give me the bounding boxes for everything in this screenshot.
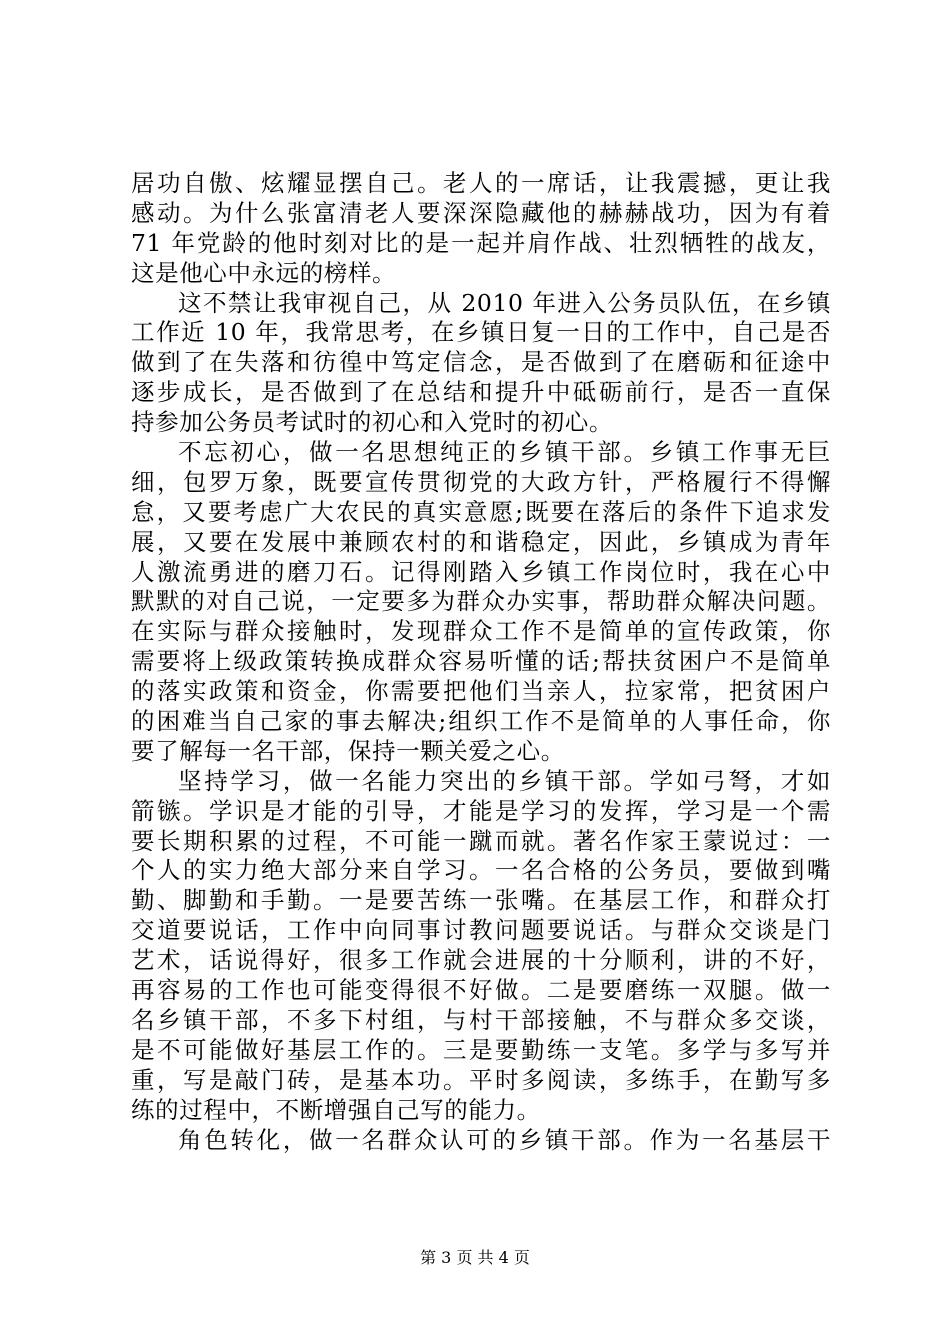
text-line: 再容易的工作也可能变得很不好做。二是要磨练一双腿。做一 — [131, 976, 831, 1005]
text-line: 人激流勇进的磨刀石。记得刚踏入乡镇工作岗位时，我在心中 — [131, 557, 831, 586]
text-line: 是不可能做好基层工作的。三是要勤练一支笔。多学与多写并 — [131, 1035, 831, 1064]
text-line: 重，写是敲门砖，是基本功。平时多阅读，多练手，在勤写多 — [131, 1065, 831, 1094]
text-line: 在实际与群众接触时，发现群众工作不是简单的宣传政策，你 — [131, 617, 831, 646]
text-line: 需要将上级政策转换成群众容易听懂的话;帮扶贫困户不是简单 — [131, 647, 831, 676]
text-line: 细，包罗万象，既要宣传贯彻党的大政方针，严格履行不得懈 — [131, 467, 831, 496]
paragraph-start-line: 坚持学习，做一名能力突出的乡镇干部。学如弓弩，才如 — [178, 766, 831, 795]
text-line: 个人的实力绝大部分来自学习。一名合格的公务员，要做到嘴 — [131, 856, 831, 885]
document-body — [131, 169, 831, 1155]
text-line: 艺术，话说得好，很多工作就会进展的十分顺利，讲的不好， — [131, 946, 831, 975]
text-line: 默默的对自己说，一定要多为群众办实事，帮助群众解决问题。 — [131, 587, 831, 616]
text-line: 做到了在失落和彷徨中笃定信念，是否做到了在磨砺和征途中 — [131, 348, 831, 377]
text-line: 这是他心中永远的榜样。 — [131, 258, 397, 287]
text-line: 的落实政策和资金，你需要把他们当亲人，拉家常，把贫困户 — [131, 677, 831, 706]
text-line: 交道要说话，工作中向同事讨教问题要说话。与群众交谈是门 — [131, 916, 831, 945]
text-line: 展，又要在发展中兼顾农村的和谐稳定，因此，乡镇成为青年 — [131, 527, 831, 556]
text-line: 居功自傲、炫耀显摆自己。老人的一席话，让我震撼，更让我 — [131, 169, 831, 197]
text-line: 箭镞。学识是才能的引导，才能是学习的发挥，学习是一个需 — [131, 796, 831, 825]
text-line: 工作近 10 年，我常思考，在乡镇日复一日的工作中，自己是否 — [131, 318, 831, 347]
text-line: 感动。为什么张富清老人要深深隐藏他的赫赫战功，因为有着 — [131, 198, 831, 227]
text-line: 练的过程中，不断增强自己写的能力。 — [131, 1095, 541, 1124]
text-line: 71 年党龄的他时刻对比的是一起并肩作战、壮烈牺牲的战友， — [131, 228, 831, 257]
text-line: 要长期积累的过程，不可能一蹴而就。著名作家王蒙说过：一 — [131, 826, 831, 855]
text-line: 名乡镇干部，不多下村组，与村干部接触，不与群众多交谈， — [131, 1005, 831, 1034]
paragraph-start-line: 这不禁让我审视自己，从 2010 年进入公务员队伍，在乡镇 — [178, 288, 831, 317]
paragraph-start-line: 角色转化，做一名群众认可的乡镇干部。作为一名基层干 — [178, 1125, 831, 1154]
page-number-footer: 第 3 页 共 4 页 — [420, 1248, 530, 1267]
text-line: 逐步成长，是否做到了在总结和提升中砥砺前行，是否一直保 — [131, 378, 831, 407]
text-line: 的困难当自己家的事去解决;组织工作不是简单的人事任命，你 — [131, 707, 831, 736]
text-line: 怠，又要考虑广大农民的真实意愿;既要在落后的条件下追求发 — [131, 497, 831, 526]
paragraph-start-line: 不忘初心，做一名思想纯正的乡镇干部。乡镇工作事无巨 — [178, 438, 831, 467]
text-line: 持参加公务员考试时的初心和入党时的初心。 — [131, 408, 613, 437]
text-line: 勤、脚勤和手勤。一是要苦练一张嘴。在基层工作，和群众打 — [131, 886, 831, 915]
text-line: 要了解每一名干部，保持一颗关爱之心。 — [131, 736, 565, 765]
